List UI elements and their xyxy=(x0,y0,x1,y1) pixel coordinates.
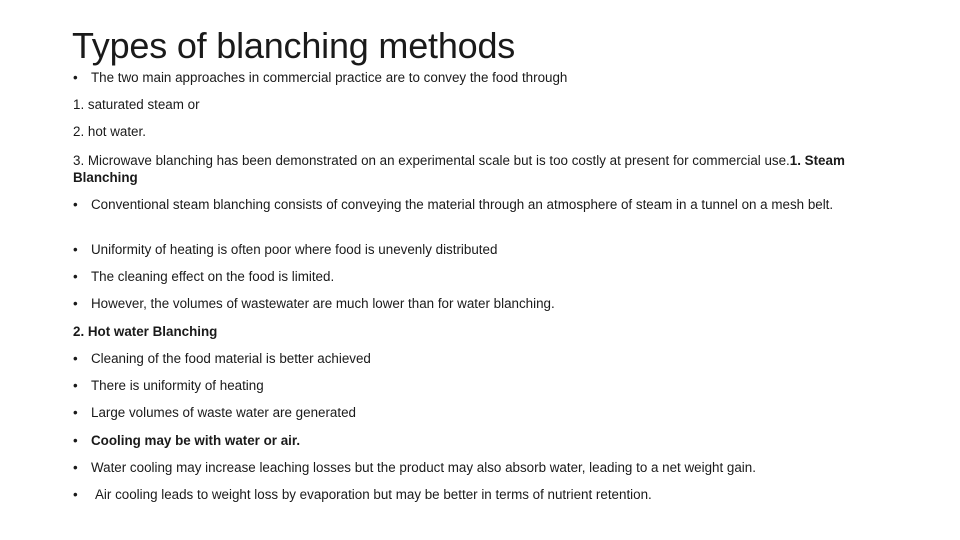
item-hot-water: 2. hot water. xyxy=(73,124,146,139)
item-saturated-steam: 1. saturated steam or xyxy=(73,97,200,112)
bullet-icon: • xyxy=(73,242,78,257)
hot-water-point-text: Air cooling leads to weight loss by evaporation but may be better in terms of nutrient retention. xyxy=(95,487,652,502)
hot-water-point-text: Cooling may be with water or air. xyxy=(91,433,301,448)
hot-water-point-text: Large volumes of waste water are generated xyxy=(91,405,356,420)
bullet-icon: • xyxy=(73,433,78,448)
bullet-icon: • xyxy=(73,197,78,212)
bullet-icon: • xyxy=(73,351,78,366)
list-item xyxy=(73,432,300,449)
intro-text: The two main approaches in commercial practice are to convey the food through xyxy=(91,70,568,85)
list-item xyxy=(73,196,885,213)
bullet-icon: • xyxy=(73,70,78,85)
item-microwave-text: 3. Microwave blanching has been demonstrated on an experimental scale but is too costly at present for commercial use. xyxy=(73,153,790,168)
list-item xyxy=(73,404,356,421)
steam-blanching-heading: 1. Steam Blanching xyxy=(73,153,845,185)
list-item xyxy=(73,295,555,312)
list-item xyxy=(73,241,497,258)
bullet-icon: • xyxy=(73,487,78,502)
steam-point-text: The cleaning effect on the food is limited. xyxy=(91,269,335,284)
hot-water-point-text: Water cooling may increase leaching losses but the product may also absorb water, leading to a net weight gain. xyxy=(91,460,756,475)
steam-point-text: Conventional steam blanching consists of conveying the material through an atmosphere of steam in a tunnel on a mesh belt. xyxy=(91,197,834,212)
intro-bullet xyxy=(73,69,567,86)
steam-point-text: Uniformity of heating is often poor where food is unevenly distributed xyxy=(91,242,498,257)
bullet-icon: • xyxy=(73,405,78,420)
hot-water-point-text: Cleaning of the food material is better achieved xyxy=(91,351,371,366)
list-item xyxy=(73,486,652,503)
bullet-icon: • xyxy=(73,269,78,284)
item-microwave xyxy=(73,152,885,186)
hot-water-heading: 2. Hot water Blanching xyxy=(73,324,218,339)
list-item xyxy=(73,350,371,367)
bullet-icon: • xyxy=(73,460,78,475)
list-item xyxy=(73,459,756,476)
hot-water-point-text: There is uniformity of heating xyxy=(91,378,264,393)
list-item xyxy=(73,377,264,394)
bullet-icon: • xyxy=(73,378,78,393)
bullet-icon: • xyxy=(73,296,78,311)
steam-point-text: However, the volumes of wastewater are much lower than for water blanching. xyxy=(91,296,555,311)
list-item xyxy=(73,268,334,285)
slide-title: Types of blanching methods xyxy=(72,25,516,66)
